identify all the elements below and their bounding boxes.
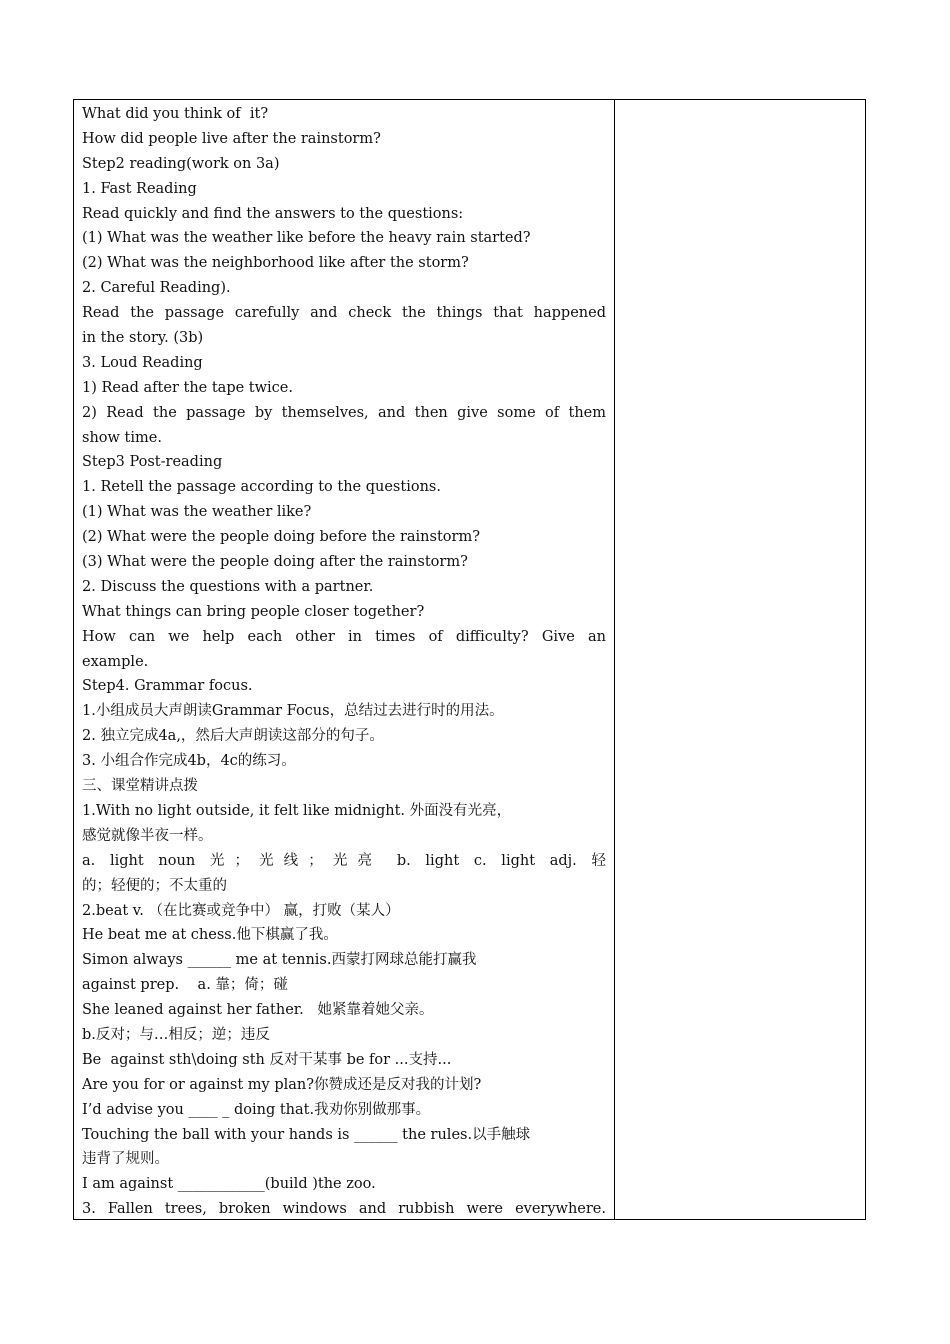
text-line: 1. Fast Reading [82,180,197,197]
text-line: against prep. a. 靠；倚；碰 [82,977,288,994]
text-line: 3. Loud Reading [82,354,203,371]
text-line: 1.小组成员大声朗读Grammar Focus，总结过去进行时的用法。 [82,703,504,720]
document-table [73,99,866,1220]
text-line: example. [82,653,149,670]
text-line: 1. Retell the passage according to the questions. [82,479,441,496]
text-line: 违背了规则。 [82,1151,169,1168]
text-line: He beat me at chess.他下棋赢了我。 [82,927,338,944]
main-content-cell [82,102,606,1222]
text-line: in the story. (3b) [82,330,204,347]
notes-cell [615,100,865,1219]
text-line: Are you for or against my plan?你赞成还是反对我的计划? [82,1076,482,1093]
text-line: Read the passage carefully and check the things that happened [82,305,606,322]
text-line: What did you think of it? [82,106,269,122]
text-line: b.反对；与…相反；逆；违反 [82,1026,270,1043]
text-line: 1) Read after the tape twice. [82,379,293,396]
text-line: 3. Fallen trees, broken windows and rubbish were everywhere. [82,1201,606,1218]
text-line: (2) What was the neighborhood like after the storm? [82,255,469,272]
text-line: 2. Careful Reading). [82,280,231,297]
text-line: 1.With no light outside, it felt like midnight. 外面没有光亮， [82,802,512,819]
text-line: Read quickly and find the answers to the questions: [82,205,464,222]
text-line: What things can bring people closer together? [82,603,425,620]
text-line: How did people live after the rainstorm? [82,130,381,147]
text-line: I’d advise you ____ _ doing that.我劝你别做那事。 [82,1101,431,1118]
text-line: 的；轻便的；不太重的 [82,877,227,894]
text-line: (2) What were the people doing before the rainstorm? [82,529,480,546]
text-line: 2. Discuss the questions with a partner. [82,578,374,595]
text-line: Simon always ______ me at tennis.西蒙打网球总能打赢我 [82,952,477,969]
text-line: (1) What was the weather like? [82,504,312,521]
text-line: 3. 小组合作完成4b，4c的练习。 [82,753,296,770]
text-line: 感觉就像半夜一样。 [82,827,213,844]
text-line: Step2 reading(work on 3a) [82,155,280,172]
text-line: How can we help each other in times of difficulty? Give an [82,628,606,645]
text-line: Step3 Post-reading [82,454,223,471]
text-line: 三、课堂精讲点拨 [82,778,198,795]
text-line: 2.beat v. （在比赛或竞争中） 赢，打败（某人） [82,902,400,919]
text-line: She leaned against her father. 她紧靠着她父亲。 [82,1002,434,1019]
text-line: I am against ____________(build )the zoo. [82,1176,376,1193]
text-line: Be against sth\doing sth 反对干某事 be for ...支持... [82,1051,452,1068]
text-line: Step4. Grammar focus. [82,678,253,695]
text-line: Touching the ball with your hands is ______ the rules.以手触球 [82,1126,531,1143]
text-line: show time. [82,429,162,446]
text-line: (3) What were the people doing after the rainstorm? [82,554,468,571]
text-line: a. light noun 光；光线；光亮 b. light c. light adj. 轻 [82,852,606,869]
text-line: 2) Read the passage by themselves, and then give some of them [82,404,606,421]
text-line: 2. 独立完成4a,，然后大声朗读这部分的句子。 [82,728,384,745]
text-line: (1) What was the weather like before the heavy rain started? [82,230,531,247]
